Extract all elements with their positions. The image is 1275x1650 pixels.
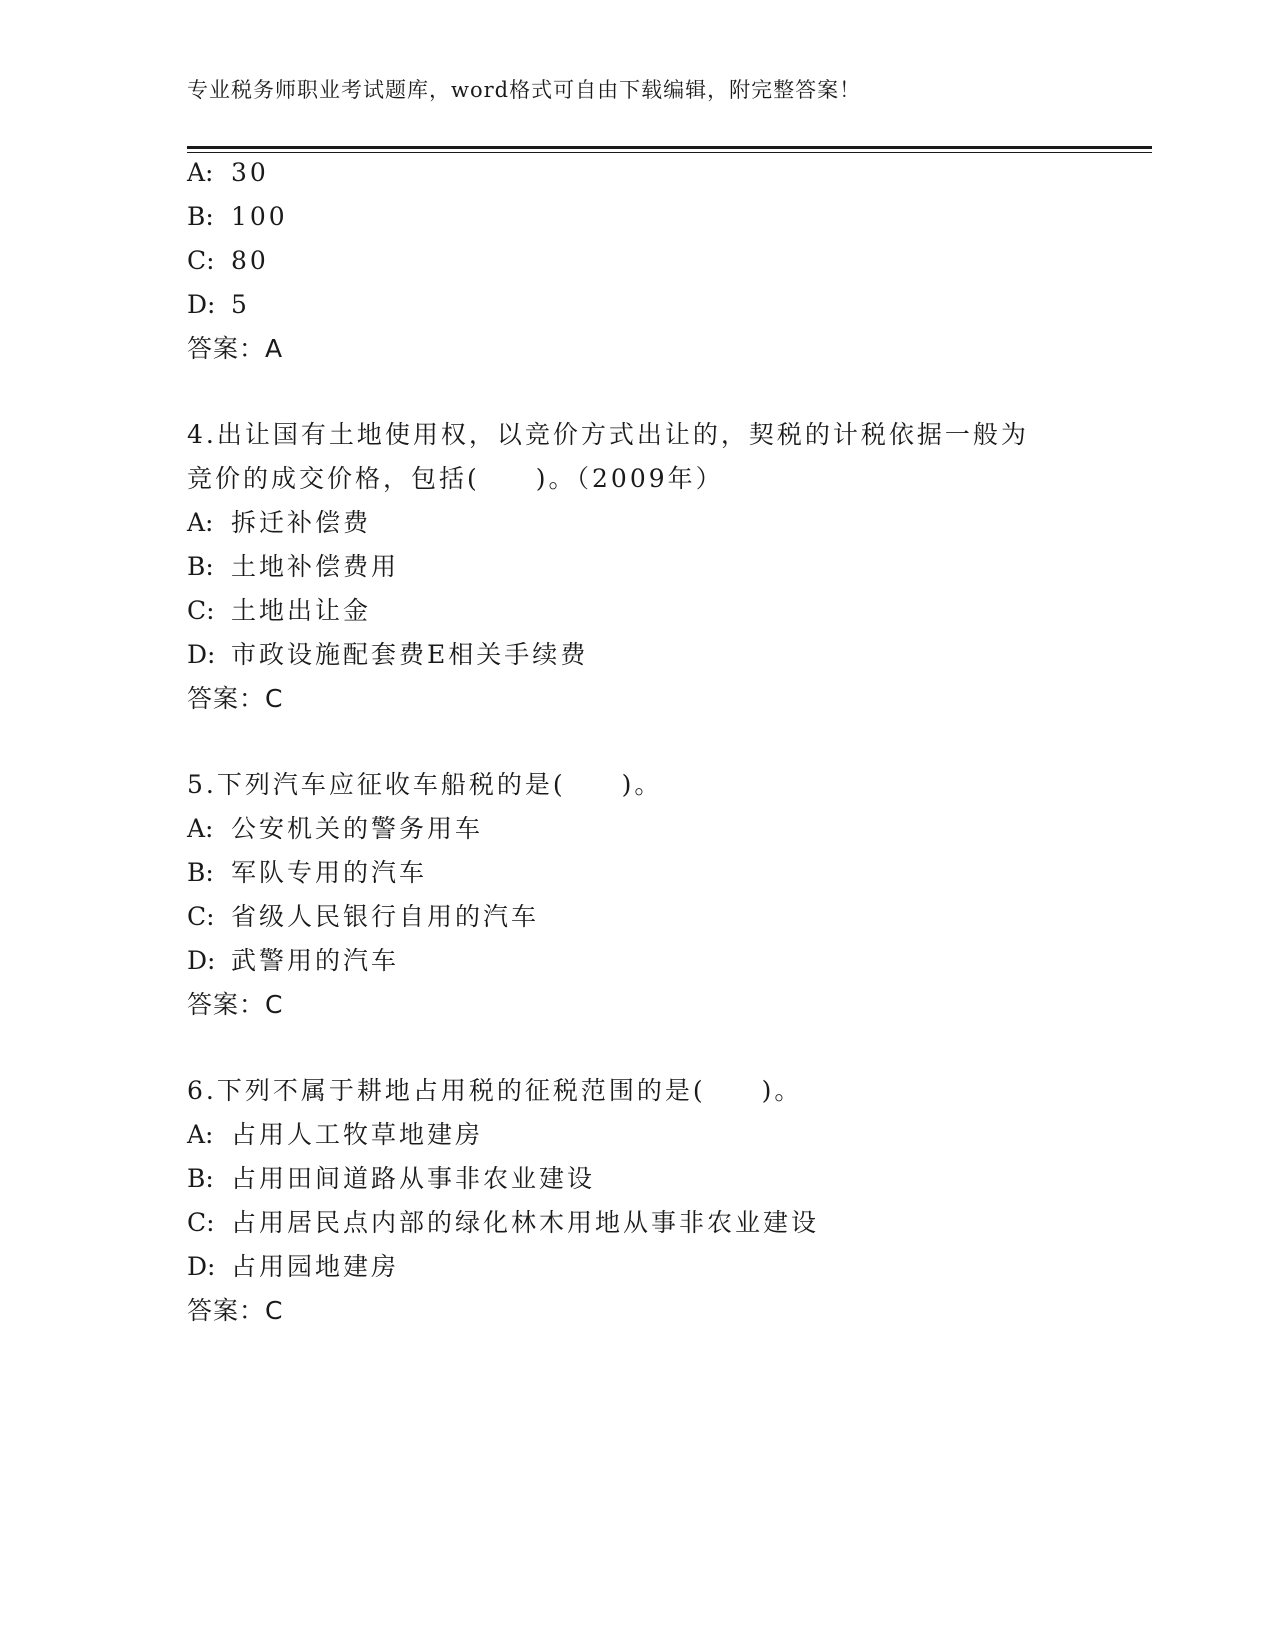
option-c [187, 904, 539, 929]
option-text: 5 [231, 290, 250, 319]
option-text: 100 [231, 202, 288, 231]
option-text: 省级人民银行自用的汽车 [231, 902, 540, 931]
option-text: 占用园地建房 [231, 1252, 400, 1281]
option-text: 占用居民点内部的绿化林木用地从事非农业建设 [231, 1208, 820, 1237]
answer: 答案：C [187, 1296, 284, 1325]
option-label: C: [187, 902, 215, 931]
question-stem-line-1: 5.下列汽车应征收车船税的是( )。 [187, 770, 663, 799]
option-a [187, 160, 269, 185]
option-a [187, 510, 371, 535]
option-label: A: [187, 508, 214, 537]
question-stem-line-1: 4.出让国有土地使用权，以竞价方式出让的，契税的计税依据一般为 [187, 420, 1029, 449]
option-label: A: [187, 158, 214, 187]
option-c [187, 1210, 819, 1235]
option-text: 占用人工牧草地建房 [231, 1120, 484, 1149]
option-d [187, 1254, 399, 1279]
option-text: 公安机关的警务用车 [231, 814, 484, 843]
answer: 答案：C [187, 684, 284, 713]
option-label: C: [187, 596, 215, 625]
option-text: 军队专用的汽车 [231, 858, 428, 887]
option-label: C: [187, 246, 215, 275]
option-text: 武警用的汽车 [231, 946, 400, 975]
question-stem-line-1: 6.下列不属于耕地占用税的征税范围的是( )。 [187, 1076, 803, 1105]
question-stem-line-2: 竞价的成交价格，包括( )。（2009年） [187, 464, 724, 493]
option-text: 80 [231, 246, 269, 275]
option-a [187, 816, 483, 841]
answer: 答案：A [187, 334, 284, 363]
option-b [187, 554, 399, 579]
option-text: 土地出让金 [231, 596, 372, 625]
option-label: C: [187, 1208, 215, 1237]
option-c [187, 598, 371, 623]
answer: 答案：C [187, 990, 284, 1019]
option-label: A: [187, 1120, 214, 1149]
option-text: 占用田间道路从事非农业建设 [231, 1164, 596, 1193]
option-b [187, 204, 288, 229]
option-label: D: [187, 290, 216, 319]
option-label: D: [187, 1252, 216, 1281]
option-d [187, 948, 399, 973]
option-label: D: [187, 946, 216, 975]
option-b [187, 860, 427, 885]
option-text: 30 [231, 158, 269, 187]
header-rule-thick [187, 146, 1152, 149]
header-note: 专业税务师职业考试题库，word格式可自由下载编辑，附完整答案！ [187, 78, 862, 102]
option-d [187, 642, 588, 667]
option-label: D: [187, 640, 216, 669]
option-b [187, 1166, 595, 1191]
option-label: A: [187, 814, 214, 843]
option-label: B: [187, 202, 214, 231]
option-text: 土地补偿费用 [231, 552, 400, 581]
option-label: B: [187, 552, 214, 581]
header-rule-thin [187, 152, 1152, 153]
option-label: B: [187, 1164, 214, 1193]
option-label: B: [187, 858, 214, 887]
option-text: 市政设施配套费E相关手续费 [231, 640, 589, 669]
option-a [187, 1122, 483, 1147]
option-d [187, 292, 250, 317]
option-c [187, 248, 269, 273]
option-text: 拆迁补偿费 [231, 508, 372, 537]
